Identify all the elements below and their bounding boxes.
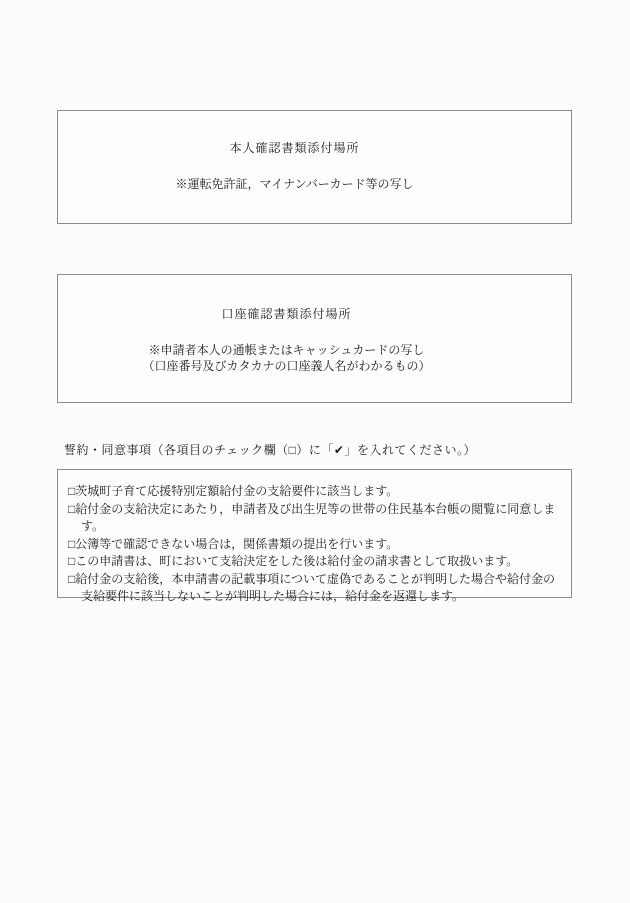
pledge-item bbox=[68, 536, 566, 554]
account-attachment-box bbox=[57, 274, 572, 403]
pledge-item-text-4: この申請書は、町において支給決定をした後は給付金の請求書として取扱います。 bbox=[75, 554, 519, 568]
identity-attachment-note: ※運転免許証，マイナンバーカード等の写し bbox=[175, 177, 414, 191]
pledge-checkbox-5[interactable]: □ bbox=[68, 571, 76, 586]
pledge-checkbox-4[interactable]: □ bbox=[68, 554, 76, 568]
identity-attachment-box bbox=[57, 110, 572, 224]
pledge-item bbox=[68, 553, 566, 571]
pledge-item bbox=[68, 501, 566, 536]
pledge-checkbox-2[interactable]: □ bbox=[68, 501, 76, 516]
pledge-item bbox=[68, 483, 566, 501]
identity-attachment-title: 本人確認書類添付場所 bbox=[229, 141, 360, 155]
pledge-section-heading: 誓約・同意事項（各項目のチェック欄（□）に「✔」を入れてください。） bbox=[64, 443, 476, 457]
account-attachment-note-line1: ※申請者本人の通帳またはキャッシュカードの写し bbox=[148, 343, 425, 357]
pledge-item-text-5: 給付金の支給後，本申請書の記載事項について虚偽であることが判明した場合や給付金の支給要件に該当しないことが判明した場合には，給付金を返還します。 bbox=[75, 571, 556, 603]
pledge-item-text-2: 給付金の支給決定にあたり，申請者及び出生児等の世帯の住民基本台帳の閲覧に同意します。 bbox=[75, 501, 556, 533]
identity-attachment-content bbox=[38, 111, 551, 191]
pledge-checkbox-3[interactable]: □ bbox=[68, 536, 76, 551]
account-attachment-title: 口座確認書類添付場所 bbox=[221, 307, 352, 321]
account-attachment-note-line2: （口座番号及びカタカナの口座義人名がわかるもの） bbox=[142, 359, 431, 373]
pledge-item-text-1: 茨城町子育て応援特別定額給付金の支給要件に該当します。 bbox=[75, 484, 399, 498]
pledge-item-text-3: 公簿等で確認できない場合は，関係書類の提出を行います。 bbox=[75, 536, 399, 551]
pledge-checkbox-1[interactable]: □ bbox=[68, 484, 76, 498]
pledge-item bbox=[68, 571, 566, 606]
pledge-list bbox=[58, 470, 571, 606]
account-attachment-content bbox=[30, 275, 543, 374]
pledge-box bbox=[57, 469, 572, 603]
